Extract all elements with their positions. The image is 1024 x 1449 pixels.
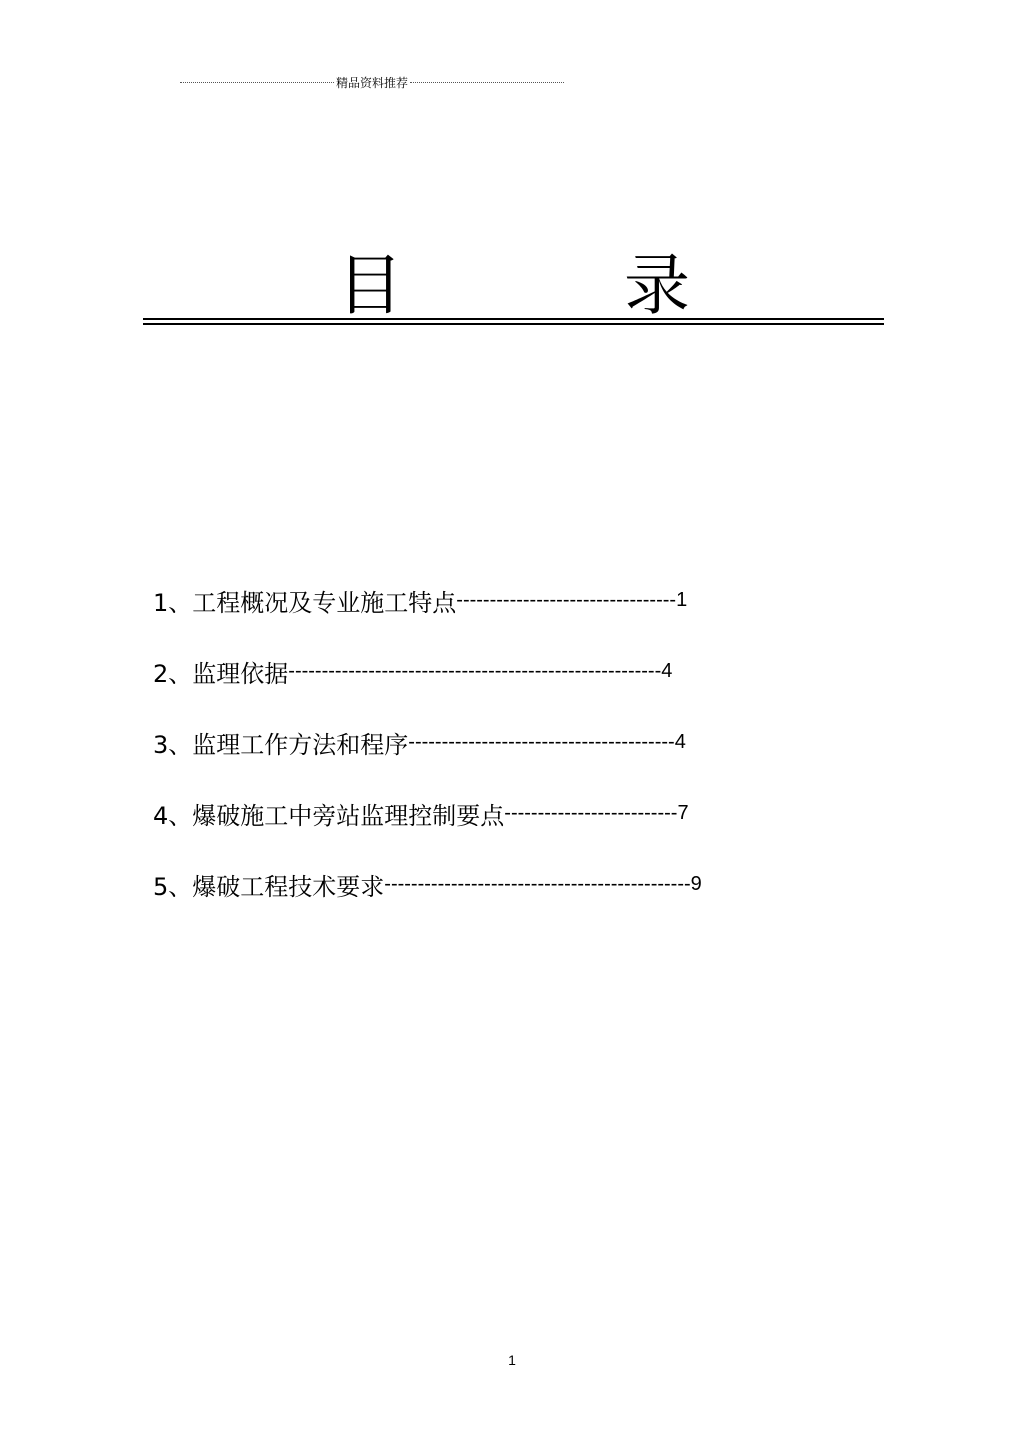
toc-entry[interactable]: [153, 707, 853, 778]
table-of-contents: [153, 565, 853, 920]
toc-entry[interactable]: [153, 565, 853, 636]
toc-entry[interactable]: [153, 849, 853, 920]
toc-entry-leader: --------------------------------------------------------: [288, 660, 662, 682]
toc-entry[interactable]: [153, 636, 853, 707]
page-number: 1: [508, 1352, 516, 1368]
toc-entry-leader: --------------------------: [504, 802, 678, 824]
toc-entry-leader: ---------------------------------: [456, 589, 677, 611]
toc-entry-label: 2、监理依据: [153, 660, 289, 688]
header-note: [180, 72, 564, 92]
toc-entry-page: 4: [661, 660, 673, 682]
page-title: 目 录: [337, 247, 790, 324]
header-dots-left: [180, 82, 334, 83]
toc-entry-leader: ----------------------------------------: [408, 731, 675, 753]
toc-entry-label: 5、爆破工程技术要求: [153, 873, 385, 901]
toc-entry-page: 4: [674, 731, 686, 753]
toc-entry-page: 7: [677, 802, 689, 824]
title-rule-bottom: [143, 323, 884, 325]
toc-entry-label: 3、监理工作方法和程序: [153, 731, 409, 759]
toc-entry-leader: ----------------------------------------------: [384, 873, 691, 895]
toc-entry-label: 4、爆破施工中旁站监理控制要点: [153, 802, 505, 830]
toc-entry-page: 1: [676, 589, 688, 611]
toc-entry-label: 1、工程概况及专业施工特点: [153, 589, 457, 617]
toc-entry-page: 9: [690, 873, 702, 895]
toc-entry[interactable]: [153, 778, 853, 849]
header-dots-right: [410, 82, 564, 83]
header-note-text: 精品资料推荐: [336, 75, 409, 90]
title-rule-top: [143, 318, 884, 320]
title-block: [143, 248, 884, 328]
